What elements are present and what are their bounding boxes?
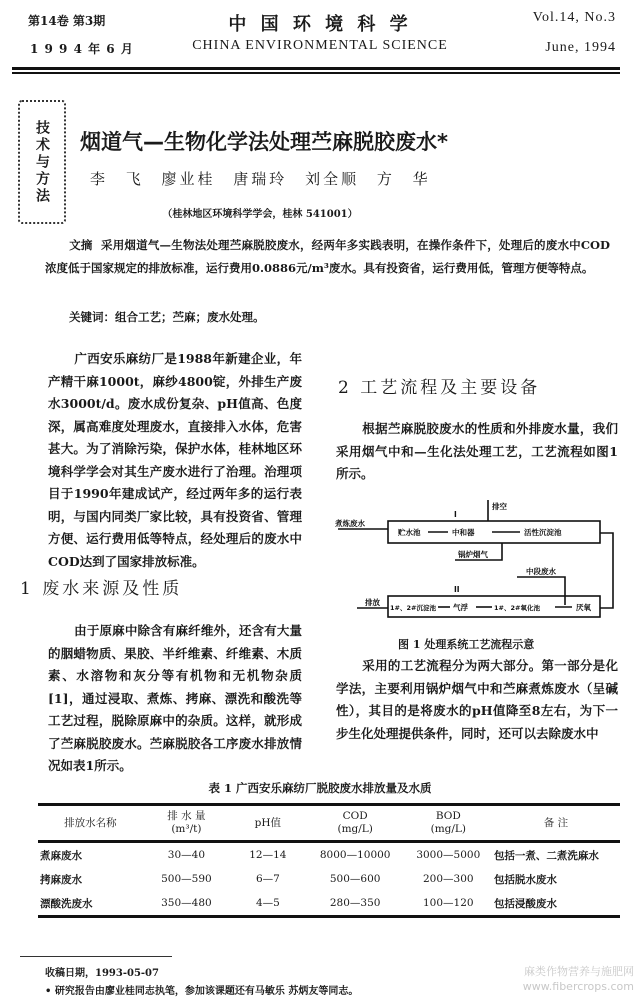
volume-issue-cn: 第14卷 第3期 [28, 14, 106, 28]
stage-2-settling: 1#、2#沉淀池 [390, 604, 436, 612]
col-header-volume [143, 805, 230, 842]
received-date: 收稿日期，1993-05-07 [45, 968, 159, 979]
table-row [38, 842, 620, 868]
cell-bod: 100—120 [405, 891, 492, 917]
section-2-paragraph-1 [336, 418, 618, 486]
cell-notes: 包括浸酸废水 [492, 891, 620, 917]
cell-bod: 200—300 [422, 873, 474, 885]
col-header-text: pH值 [254, 816, 282, 829]
cell-ph: 6—7 [255, 873, 280, 885]
discharge-label: 排放 [365, 598, 380, 607]
boiler-gas-label: 锅炉烟气 [458, 550, 488, 559]
connector-line [600, 533, 613, 608]
col-header-name [38, 805, 143, 842]
keywords-label: 关键词 [69, 310, 104, 324]
cell-cod: 280—350 [306, 891, 405, 917]
affiliation: （桂林地区环境科学学会，桂林 541001） [162, 209, 358, 220]
header-rule [12, 67, 620, 70]
inlet-label: 煮炼废水 [335, 519, 365, 528]
journal-title-cn: 中 国 环 境 科 学 [228, 14, 412, 35]
stage-2-oxidation: 1#、2#氧化池 [494, 604, 540, 612]
date-en: June, 1994 [545, 40, 616, 55]
mid-wastewater-label: 中段废水 [526, 567, 556, 576]
section-2-paragraph-2 [336, 655, 618, 745]
authors: 李 飞 廖业桂 唐瑞玲 刘全顺 方 华 [90, 170, 431, 188]
stage-2-anaerobic: 厌氧 [576, 603, 591, 612]
col-header-bod [405, 805, 492, 842]
col-header-text: 排放水名称 [64, 816, 117, 829]
col-header-cod [306, 805, 405, 842]
table-1 [38, 803, 620, 918]
vent-label: 排空 [492, 502, 507, 511]
stage-1-neutralizer: 中和器 [452, 528, 475, 537]
section-1-paragraph [48, 620, 302, 778]
figure-1-caption: 图 1 处理系统工艺流程示意 [398, 638, 535, 651]
table-row [38, 891, 620, 917]
col-header-unit: (mg/L) [430, 823, 466, 835]
section-1-text: 由于原麻中除含有麻纤维外，还含有大量的胭蜡物质、果胶、半纤维素、纤维素、木质素、水溶物和灰分等有机物和无机物杂质[1]，通过浸取、煮炼、拷麻、漂洗和酸洗等工艺过程，脱除原麻中的杂质。这样，就形成了苎麻脱胶废水。苎麻脱胶各工序废水排放情况如表1所示。 [48, 623, 302, 773]
cell-name: 拷麻废水 [40, 873, 82, 886]
column-badge-text: 技术与方法 [34, 119, 50, 205]
section-1-heading: 1 废水来源及性质 [20, 579, 183, 599]
col-header-text: BOD [435, 810, 461, 822]
col-header-text: 备 注 [543, 816, 569, 829]
cell-cod: 8000—10000 [319, 849, 391, 861]
col-header-text: 排 水 量 [167, 810, 206, 822]
watermark-line-1: 麻类作物营养与施肥网 [524, 965, 634, 978]
column-badge [18, 100, 66, 224]
process-flow-diagram [330, 495, 630, 625]
article-title: 烟道气—生物化学法处理苎麻脱胶废水* [80, 130, 448, 154]
abstract-text: 采用烟道气—生物法处理苎麻脱胶废水，经两年多实践表明，在操作条件下，处理后的废水中COD浓度低于国家规定的排放标准，运行费用0.0886元/m³废水。具有投资省，运行费用低，管理方便等特点。 [45, 238, 610, 275]
intro-paragraph [48, 348, 302, 573]
cell-volume: 500—590 [161, 873, 212, 885]
journal-title-en: CHINA ENVIRONMENTAL SCIENCE [192, 38, 448, 53]
stage-1-tank: 贮水池 [398, 528, 421, 537]
header-rule-thin [12, 72, 620, 74]
col-header-unit: (m³/t) [171, 823, 202, 835]
table-header-row [38, 805, 620, 842]
col-header-text: COD [342, 810, 368, 822]
section-2-text-1: 根据苎麻脱胶废水的性质和外排废水量，我们采用烟气中和—生化法处理工艺，工艺流程如图1所示。 [336, 421, 618, 481]
mid-wastewater-line [517, 577, 565, 605]
cell-volume: 350—480 [143, 891, 230, 917]
cell-notes: 包括脱水废水 [493, 873, 557, 886]
cell-ph: 4—5 [230, 891, 306, 917]
cell-notes: 包括一煮、二煮洗麻水 [493, 849, 599, 862]
volume-issue-en: Vol.14, No.3 [532, 10, 616, 25]
cell-name: 漂酸洗废水 [38, 891, 143, 917]
keywords-text: 组合工艺；苎麻；废水处理。 [115, 310, 265, 324]
cell-bod: 3000—5000 [416, 849, 481, 861]
col-header-ph [230, 805, 306, 842]
table-1-title: 表 1 广西安乐麻纺厂脱胶废水排放量及水质 [208, 781, 432, 795]
section-2-text-2: 采用的工艺流程分为两大部分。第一部分是化学法，主要利用锅炉烟气中和苎麻煮炼废水（呈碱性），其目的是将废水的pH值降至8左右，为下一步生化处理提供条件，同时，还可以去除废水中 [336, 658, 618, 741]
table-row [38, 867, 620, 891]
cell-ph: 12—14 [249, 849, 287, 861]
stage-2-flotation: 气浮 [453, 603, 468, 612]
footnote-rule [20, 956, 172, 957]
keywords: 关键词：组合工艺；苎麻；废水处理。 [69, 310, 265, 324]
col-header-notes [492, 805, 620, 842]
cell-cod: 500—600 [329, 873, 381, 885]
stage-1-sedimentation: 活性沉淀池 [524, 528, 562, 537]
section-2-heading: 2 工艺流程及主要设备 [338, 378, 541, 398]
part-1-label: I [454, 510, 457, 519]
date-cn: 1 9 9 4 年 6 月 [30, 42, 134, 56]
abstract-label: 文摘 [69, 238, 93, 252]
abstract [45, 234, 610, 280]
part-2-label: II [454, 585, 460, 594]
watermark-line-2: www.fibercrops.com [522, 980, 634, 993]
author-note: • 研究报告由廖业桂同志执笔，参加该课题还有马敏乐 苏炳友等同志。 [45, 986, 359, 997]
cell-name: 煮麻废水 [40, 849, 82, 862]
cell-volume: 30—40 [167, 849, 206, 861]
intro-text: 广西安乐麻纺厂是1988年新建企业，年产精干麻1000t，麻纱4800锭，外排生产废水3000t/d。废水成份复杂、pH值高、色度深，属高难度处理废水，直接排入水体，危害甚大。为了消除污染，保护水体，桂林地区环境科学学会对其生产废水进行了治理。治理项目于1990年建成试产，经过两年多的运行表明，与国内同类厂家比较，具有投资省、管理方便、运行费用低等特点，经处理后的废水中COD达到了国家排放标准。 [48, 351, 302, 569]
col-header-unit: (mg/L) [337, 823, 373, 835]
